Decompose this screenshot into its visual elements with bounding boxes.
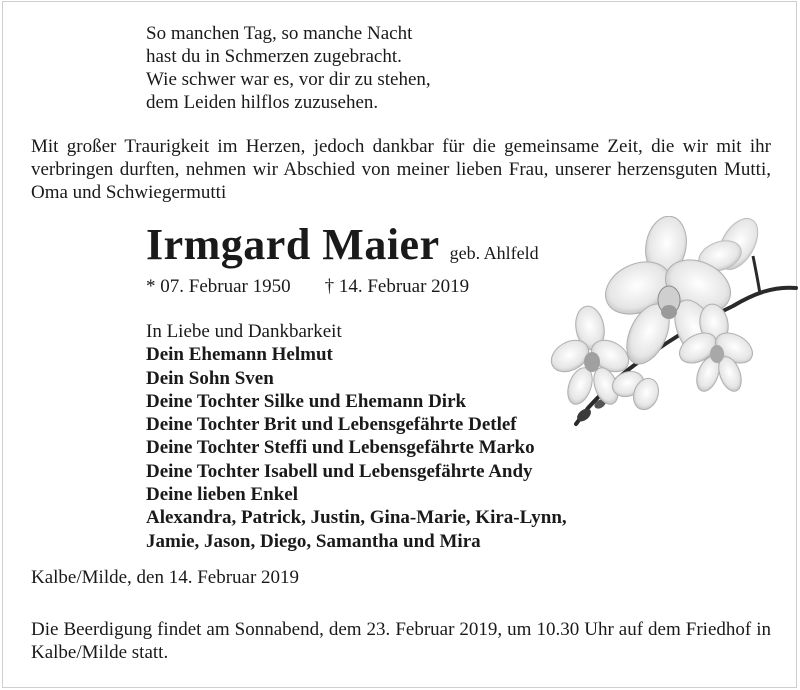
birth-date: * 07. Februar 1950 xyxy=(146,276,291,297)
family-member: Deine Tochter Brit und Lebensgefährte Detlef xyxy=(146,414,517,436)
family-member: Deine lieben Enkel xyxy=(146,484,299,506)
poem-line: Wie schwer war es, vor dir zu stehen, xyxy=(146,69,431,90)
death-date: † 14. Februar 2019 xyxy=(324,276,470,297)
poem-line: hast du in Schmerzen zugebracht. xyxy=(146,46,402,67)
family-member: Jamie, Jason, Diego, Samantha und Mira xyxy=(146,530,481,552)
family-member: Dein Sohn Sven xyxy=(146,367,274,389)
family-list xyxy=(146,320,567,553)
family-member: Deine Tochter Isabell und Lebensgefährte Andy xyxy=(146,460,533,482)
place-date: Kalbe/Milde, den 14. Februar 2019 xyxy=(31,567,300,588)
family-intro: In Liebe und Dankbarkeit xyxy=(146,321,342,342)
poem xyxy=(146,22,431,114)
intro-text: Mit großer Traurigkeit im Herzen, jedoch dankbar für die gemeinsame Zeit, die wir mit ihr verbringen durften, nehmen wir Abschied von meiner lieben Frau, unserer herzensguten Mutti, Oma und Schwiegermutti xyxy=(31,136,771,203)
funeral-text: Die Beerdigung findet am Sonnabend, dem 23. Februar 2019, um 10.30 Uhr auf dem Friedhof in Kalbe/Milde statt. xyxy=(31,619,771,663)
orchid-flower-icon xyxy=(548,216,798,431)
deceased-heading xyxy=(146,219,539,270)
family-member: Alexandra, Patrick, Justin, Gina-Marie, Kira-Lynn, xyxy=(146,507,567,529)
poem-line: So manchen Tag, so manche Nacht xyxy=(146,23,413,44)
family-member: Deine Tochter Silke und Ehemann Dirk xyxy=(146,390,467,412)
family-member: Deine Tochter Steffi und Lebensgefährte Marko xyxy=(146,437,535,459)
life-dates xyxy=(146,276,469,298)
deceased-name: Irmgard Maier xyxy=(146,220,440,269)
family-member: Dein Ehemann Helmut xyxy=(146,344,333,366)
poem-line: dem Leiden hilflos zuzusehen. xyxy=(146,92,379,113)
maiden-name: geb. Ahlfeld xyxy=(449,243,539,263)
